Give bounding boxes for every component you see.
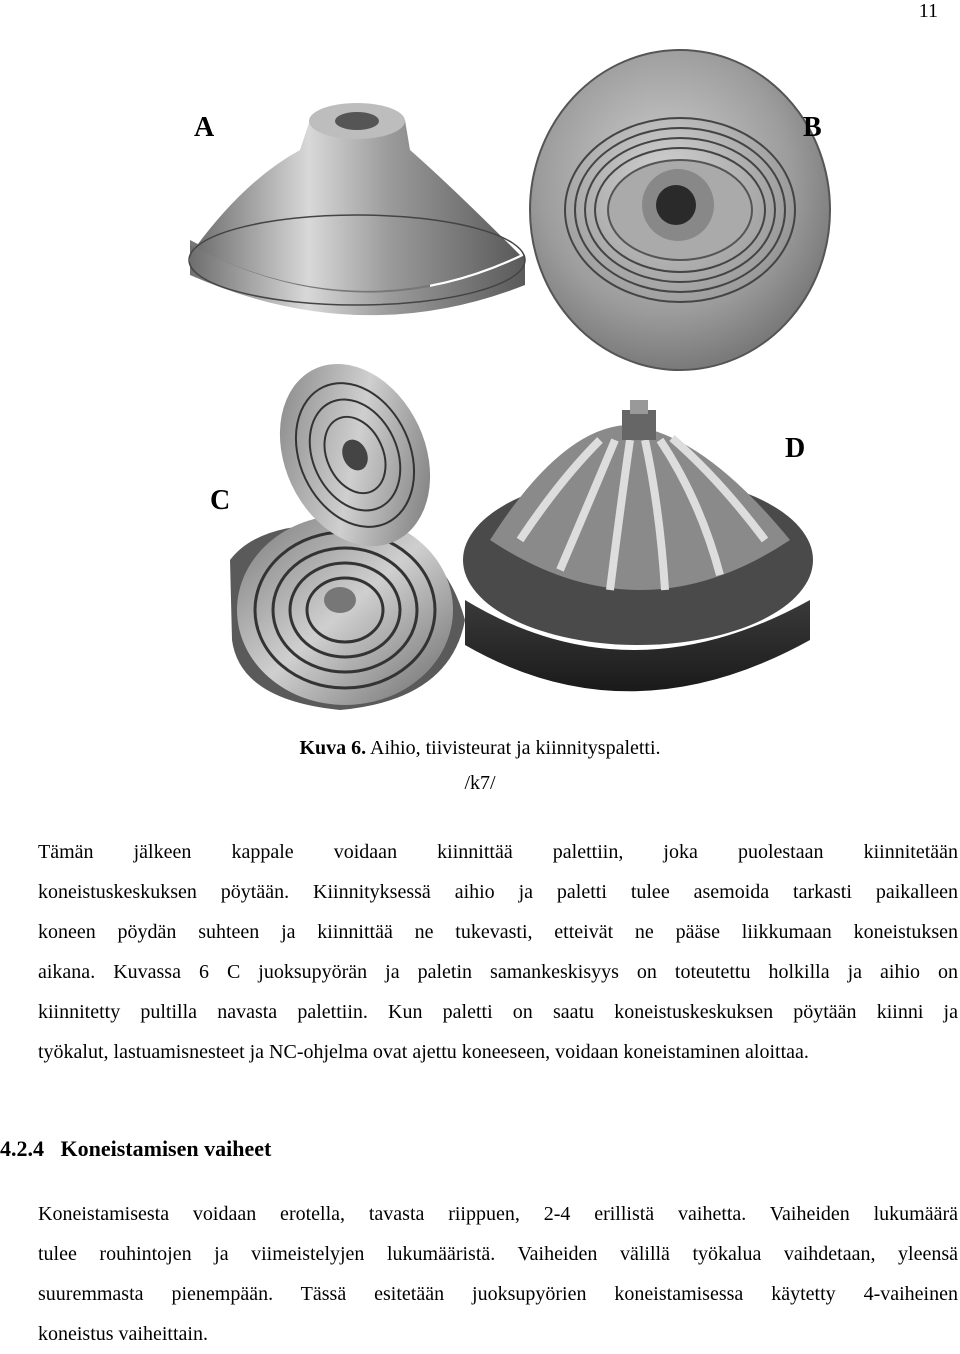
section-title: Koneistamisen vaiheet — [60, 1136, 272, 1161]
paragraph-line: koneistus vaiheittain. — [38, 1323, 208, 1345]
part-a-blank — [189, 103, 525, 315]
figure-label-b: B — [803, 112, 822, 143]
section-heading — [0, 1136, 271, 1162]
part-d-impeller — [463, 400, 813, 691]
paragraph-2 — [38, 1194, 958, 1354]
caption-text: Aihio, tiivisteurat ja kiinnityspaletti. — [370, 737, 661, 759]
paragraph-line: Tämän jälkeen kappale voidaan kiinnittää palettiin, joka puolestaan kiinnitetään — [38, 841, 958, 863]
figure-label-c: C — [210, 485, 231, 516]
figure-reference: /k7/ — [464, 772, 496, 794]
paragraph-line: aikana. Kuvassa 6 C juoksupyörän ja paletin samankeskisyys on toteutettu holkilla ja aihio on — [38, 961, 958, 983]
part-c-pallet — [230, 339, 465, 710]
paragraph-line: tulee rouhintojen ja viimeistelyjen lukumääristä. Vaiheiden välillä työkalua vaihdetaan, yleensä — [38, 1243, 958, 1265]
paragraph-line: työkalut, lastuamisnesteet ja NC-ohjelma ovat ajettu koneeseen, voidaan koneistaminen aloittaa. — [38, 1041, 809, 1063]
caption-prefix: Kuva 6. — [299, 737, 367, 759]
paragraph-line: koneistuskeskuksen pöytään. Kiinnityksessä aihio ja paletti tulee asemoida tarkasti paikalleen — [38, 881, 958, 903]
paragraph-1 — [38, 832, 958, 1072]
paragraph-line: kiinnitetty pultilla navasta palettiin. Kun paletti on saatu koneistuskeskuksen pöytään kiinni ja — [38, 1001, 958, 1023]
part-b-disc — [530, 50, 830, 370]
page-number: 11 — [918, 0, 938, 22]
paragraph-line: suuremmasta pienempään. Tässä esitetään juoksupyörien koneistamisessa käytetty 4-vaiheinen — [38, 1283, 958, 1305]
figure-caption — [0, 737, 960, 760]
figure-label-d: D — [785, 433, 806, 464]
figure-label-a: A — [194, 112, 215, 143]
paragraph-line: koneen pöydän suhteen ja kiinnittää ne tukevasti, etteivät ne pääse liikkumaan koneistuksen — [38, 921, 958, 943]
paragraph-line: Koneistamisesta voidaan erotella, tavasta riippuen, 2-4 erillistä vaihetta. Vaiheiden lukumäärä — [38, 1203, 958, 1225]
section-number: 4.2.4 — [0, 1136, 44, 1161]
